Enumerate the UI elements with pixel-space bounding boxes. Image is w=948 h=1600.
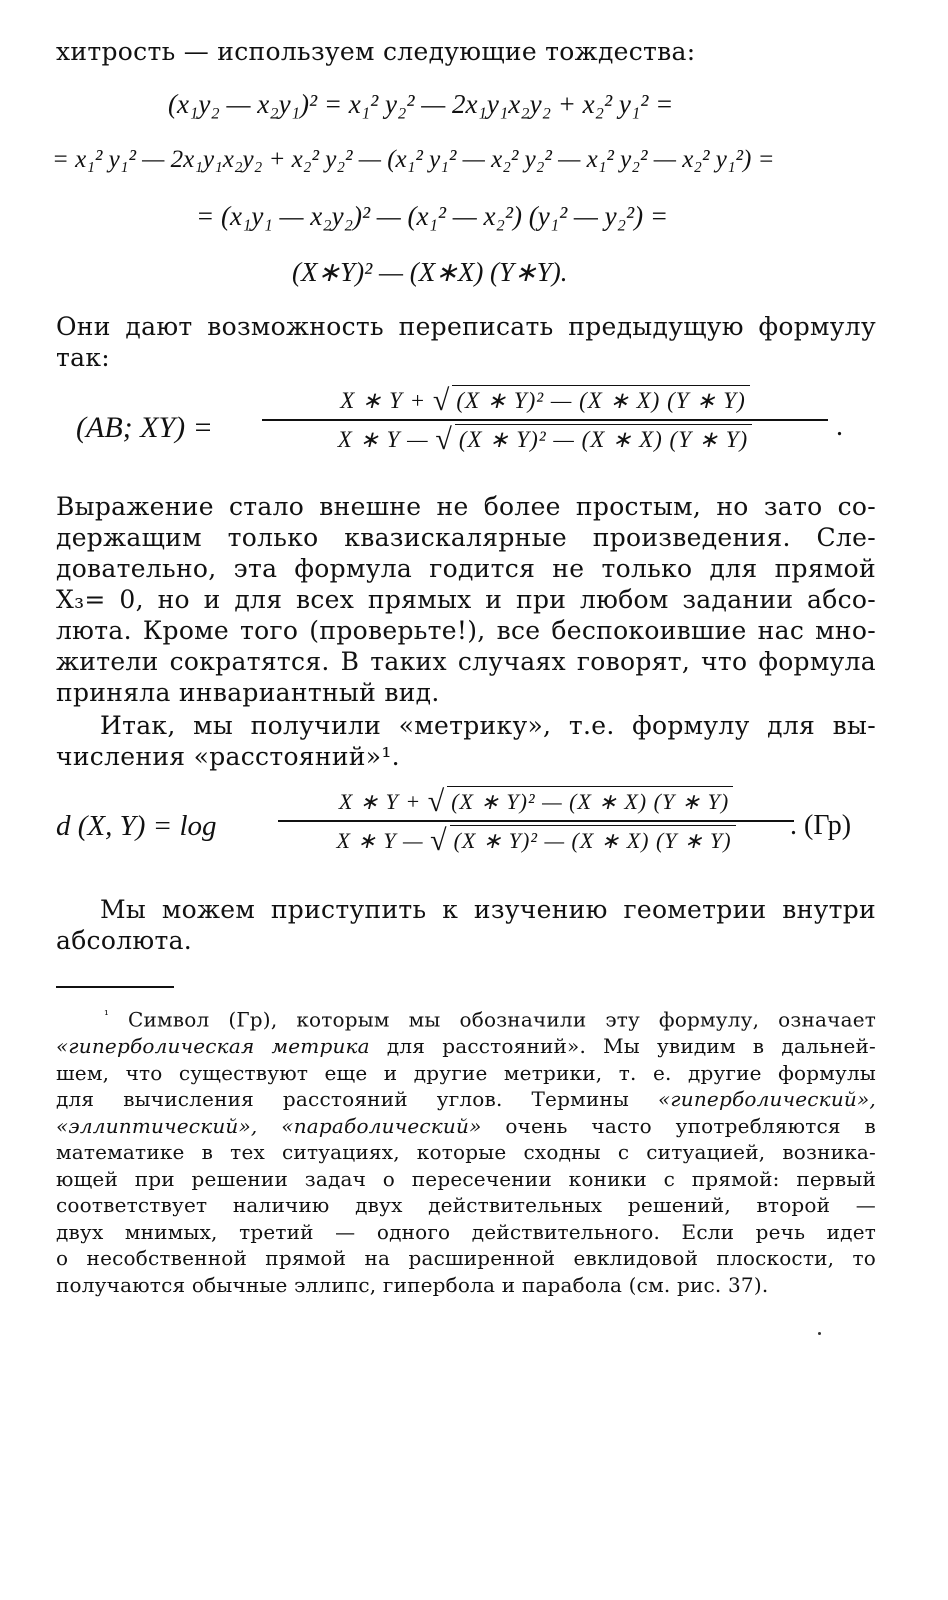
fraction-denominator (262, 424, 828, 455)
text-line: довательно, эта формула годится не только для прямой (56, 554, 876, 583)
footnote-line: ющей при решении задач о пересечении коники с прямой: первый (56, 1166, 876, 1191)
numerator-radicand: (X ∗ Y)² — (X ∗ X) (Y ∗ Y) (447, 786, 733, 817)
text-line: держащим только квазискалярные произведения. Сле- (56, 523, 876, 552)
fraction-numerator (262, 385, 828, 416)
numerator-radicand: (X ∗ Y)² — (X ∗ X) (Y ∗ Y) (452, 385, 749, 416)
footnote-line (56, 1002, 876, 1033)
footnote-italic: «параболический» (281, 1113, 482, 1138)
text-line: хитрость — используем следующие тождества: (56, 37, 696, 66)
paragraph-3 (56, 710, 876, 772)
footnote-text: очень часто употребляются в (505, 1113, 876, 1138)
intro-line (56, 36, 876, 67)
identity-line-1: (x₁y₂ — x₂y₁)² = x₁² y₂² — 2x₁y₁x₂y₂ + x₂² y₁² = (168, 89, 674, 119)
footnote-line: математике в тех ситуациях, которые сходны с ситуацией, возника- (56, 1140, 876, 1165)
footnote-line: двух мнимых, третий — одного действительного. Если речь идет (56, 1219, 876, 1244)
footnote-line (56, 1086, 876, 1113)
footnote-line: шем, что существуют еще и другие метрики, т. е. другие формулы (56, 1060, 876, 1085)
paragraph-4 (56, 894, 876, 956)
print-speck (818, 1332, 821, 1335)
paragraph-1 (56, 311, 876, 373)
formula-fraction (262, 385, 828, 455)
text-line: Мы можем приступить к изучению геометрии внутри (100, 895, 876, 924)
footnote-text: для расстояний». Мы увидим в дальней- (386, 1034, 877, 1059)
formula-tail: . (Гр) (790, 810, 852, 841)
text-line: Выражение стало внешне не более простым, но зато со- (56, 492, 876, 521)
fraction-denominator (278, 825, 794, 856)
identity-line-4: (X∗Y)² — (X∗X) (Y∗Y). (292, 257, 568, 287)
formula-fraction (278, 786, 794, 856)
formula-tail: . (836, 411, 843, 442)
footnote-line (56, 1033, 876, 1060)
sqrt-icon: √ (435, 423, 453, 456)
text-line: жители сократятся. В таких случаях говорят, что формула (56, 647, 876, 676)
fraction-numerator (278, 786, 794, 817)
sqrt-icon: √ (432, 384, 451, 417)
denominator-term: X ∗ Y — (337, 427, 429, 452)
footnote-marker: ¹ (104, 1008, 110, 1022)
text-line: так: (56, 343, 110, 372)
paragraph-2 (56, 491, 876, 708)
formula-cross-ratio (56, 385, 876, 477)
page-body (52, 36, 876, 956)
sqrt-icon: √ (430, 824, 448, 857)
footnote-rule (56, 986, 174, 988)
numerator-term: X ∗ Y + (338, 789, 422, 814)
formula-lhs: d (X, Y) = log (56, 810, 217, 842)
identities-block (52, 73, 876, 305)
footnote-italic: «эллиптический», (56, 1113, 258, 1138)
footnote-italic: «гиперболический», (658, 1087, 876, 1112)
identity-line-3: = (x₁y₁ — x₂y₂)² — (x₁² — x₂²) (y₁² — y₂²) = (196, 201, 669, 231)
formula-lhs: (AB; XY) = (76, 411, 213, 444)
sqrt-icon: √ (427, 785, 446, 818)
fraction-bar (278, 820, 794, 822)
text-line: абсолюта. (56, 926, 193, 955)
text-line: X₃= 0, но и для всех прямых и при любом задании абсо- (56, 585, 876, 614)
footnote (56, 1002, 876, 1298)
text-line: приняла инвариантный вид. (56, 678, 440, 707)
footnote-line: о несобственной прямой на расширенной евклидовой плоскости, то (56, 1246, 876, 1271)
footnote-text: для вычисления расстояний углов. Термины (56, 1087, 630, 1112)
fraction-bar (262, 419, 828, 421)
text-line: Итак, мы получили «метрику», т.е. формулу для вы- (100, 711, 876, 740)
footnote-italic: «гиперболическая метрика (56, 1034, 370, 1059)
denominator-radicand: (X ∗ Y)² — (X ∗ X) (Y ∗ Y) (450, 825, 736, 856)
footnote-line (56, 1113, 876, 1140)
footnote-line: получаются обычные эллипс, гипербола и парабола (см. рис. 37). (56, 1272, 769, 1297)
denominator-term: X ∗ Y — (336, 828, 424, 853)
text-line: числения «расстояний»¹. (56, 742, 400, 771)
denominator-radicand: (X ∗ Y)² — (X ∗ X) (Y ∗ Y) (455, 424, 752, 455)
numerator-term: X ∗ Y + (340, 388, 427, 413)
text-line: люта. Кроме того (проверьте!), все беспокоившие нас мно- (56, 616, 876, 645)
footnote-line: соответствует наличию двух действительных решений, второй — (56, 1193, 876, 1218)
text-line: Они дают возможность переписать предыдущую формулу (56, 312, 876, 341)
footnote-text: Символ (Гр), которым мы обозначили эту формулу, означает (128, 1007, 876, 1032)
formula-metric (56, 786, 876, 876)
identity-line-2: = x₁² y₁² — 2x₁y₁x₂y₂ + x₂² y₂² — (x₁² y₁² — x₂² y₂² — x₁² y₂² — x₂² y₁²) = (52, 146, 775, 173)
